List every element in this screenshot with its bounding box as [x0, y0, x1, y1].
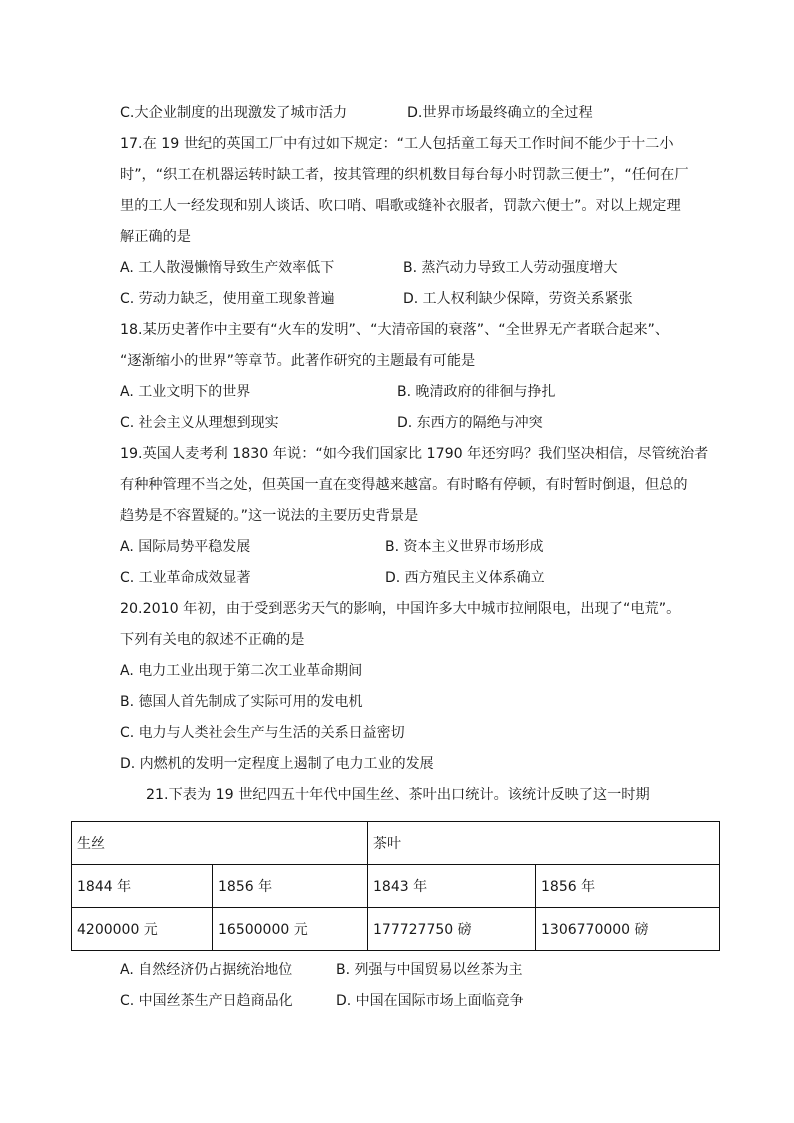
q20-option-b: B. 德国人首先制成了实际可用的发电机	[120, 694, 363, 710]
q20-stem-line2: 下列有关电的叙述不正确的是	[120, 632, 305, 648]
q21-stem-line1: 21.下表为 19 世纪四五十年代中国生丝、茶叶出口统计。该统计反映了这一时期	[146, 787, 650, 803]
q16-option-d: D.世界市场最终确立的全过程	[407, 105, 593, 121]
q17-option-c: C. 劳动力缺乏，使用童工现象普遍	[120, 291, 335, 307]
q19-option-d: D. 西方殖民主义体系确立	[385, 570, 545, 586]
q20-option-c: C. 电力与人类社会生产与生活的关系日益密切	[120, 725, 405, 741]
q17-option-d: D. 工人权利缺少保障，劳资关系紧张	[403, 291, 633, 307]
table-row-years	[72, 865, 720, 908]
table-cell: 1306770000 磅	[536, 908, 720, 951]
q20-option-d: D. 内燃机的发明一定程度上遏制了电力工业的发展	[120, 756, 434, 772]
table-cell: 1856 年	[213, 865, 368, 908]
q19-stem-line2: 有种种管理不当之处，但英国一直在变得越来越富。有时略有停顿，有时暂时倒退，但总的	[120, 477, 688, 493]
export-statistics-table	[71, 821, 720, 951]
table-cell: 1856 年	[536, 865, 720, 908]
table-cell: 1843 年	[368, 865, 536, 908]
q17-stem-line1: 17.在 19 世纪的英国工厂中有过如下规定：“工人包括童工每天工作时间不能少于十二小	[120, 136, 674, 152]
q21-option-d: D. 中国在国际市场上面临竞争	[336, 993, 524, 1009]
q19-option-a: A. 国际局势平稳发展	[120, 539, 251, 555]
q19-stem-line1: 19.英国人麦考利 1830 年说：“如今我们国家比 1790 年还穷吗？我们坚决相信，尽管统治者	[120, 446, 709, 462]
q18-stem-line2: “逐渐缩小的世界”等章节。此著作研究的主题最有可能是	[120, 353, 476, 369]
q19-stem-line3: 趋势是不容置疑的。”这一说法的主要历史背景是	[120, 508, 419, 524]
table-cell: 4200000 元	[72, 908, 213, 951]
q18-option-b: B. 晚清政府的徘徊与挣扎	[397, 384, 556, 400]
q17-stem-line4: 解正确的是	[120, 229, 191, 245]
table-cell: 177727750 磅	[368, 908, 536, 951]
q21-option-b: B. 列强与中国贸易以丝茶为主	[336, 962, 523, 978]
q17-option-a: A. 工人散漫懒惰导致生产效率低下	[120, 260, 335, 276]
table-header-tea: 茶叶	[368, 822, 720, 865]
table-cell: 16500000 元	[213, 908, 368, 951]
table-row-values	[72, 908, 720, 951]
q20-stem-line1: 20.2010 年初，由于受到恶劣天气的影响，中国许多大中城市拉闸限电，出现了“电荒”。	[120, 601, 681, 617]
q18-stem-line1: 18.某历史著作中主要有“火车的发明”、“大清帝国的衰落”、“全世界无产者联合起来”、	[120, 322, 670, 338]
table-header-row	[72, 822, 720, 865]
table-header-silk: 生丝	[72, 822, 368, 865]
q17-option-b: B. 蒸汽动力导致工人劳动强度增大	[403, 260, 618, 276]
q19-option-c: C. 工业革命成效显著	[120, 570, 251, 586]
q18-option-a: A. 工业文明下的世界	[120, 384, 251, 400]
q17-stem-line2: 时”，“织工在机器运转时缺工者，按其管理的织机数目每台每小时罚款三便士”，“任何在厂	[120, 167, 689, 183]
q18-option-c: C. 社会主义从理想到现实	[120, 415, 279, 431]
q17-stem-line3: 里的工人一经发现和别人谈话、吹口哨、唱歌或缝补衣服者，罚款六便士”。对以上规定理	[120, 198, 681, 214]
q19-option-b: B. 资本主义世界市场形成	[385, 539, 544, 555]
q16-option-c: C.大企业制度的出现激发了城市活力	[120, 105, 348, 121]
q20-option-a: A. 电力工业出现于第二次工业革命期间	[120, 663, 363, 679]
q18-option-d: D. 东西方的隔绝与冲突	[397, 415, 543, 431]
q21-option-c: C. 中国丝茶生产日趋商品化	[120, 993, 293, 1009]
table-cell: 1844 年	[72, 865, 213, 908]
q21-option-a: A. 自然经济仍占据统治地位	[120, 962, 293, 978]
